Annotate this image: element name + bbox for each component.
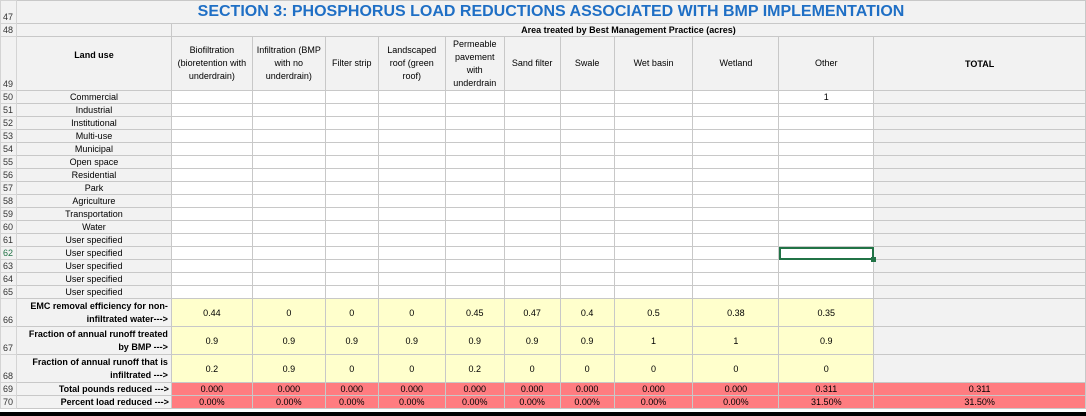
total-cell[interactable]	[874, 208, 1086, 221]
area-input-cell[interactable]	[779, 156, 874, 169]
area-input-cell[interactable]	[614, 169, 693, 182]
percent-load-value[interactable]: 0.00%	[325, 396, 378, 409]
area-input-cell[interactable]	[252, 221, 325, 234]
row-header[interactable]: 58	[1, 195, 17, 208]
area-input-cell[interactable]	[325, 195, 378, 208]
area-input-cell[interactable]	[614, 143, 693, 156]
area-input-cell[interactable]	[378, 130, 445, 143]
fraction-infiltrated-value[interactable]: 0.2	[445, 355, 504, 383]
col-header-biofiltration[interactable]: Biofiltration (bioretention with underdrain)	[171, 37, 252, 91]
land-use-label[interactable]: Open space	[16, 156, 171, 169]
total-cell[interactable]	[874, 117, 1086, 130]
area-input-cell[interactable]	[560, 104, 614, 117]
area-input-cell[interactable]	[614, 221, 693, 234]
land-use-label[interactable]: Industrial	[16, 104, 171, 117]
area-input-cell[interactable]	[779, 104, 874, 117]
percent-load-value[interactable]: 0.00%	[693, 396, 779, 409]
area-input-cell[interactable]	[325, 234, 378, 247]
land-use-label[interactable]: Agriculture	[16, 195, 171, 208]
area-input-cell[interactable]	[779, 195, 874, 208]
percent-load-value[interactable]: 31.50%	[779, 396, 874, 409]
selected-cell[interactable]	[779, 247, 874, 260]
blank-cell[interactable]	[874, 299, 1086, 327]
area-input-cell[interactable]	[252, 247, 325, 260]
col-header-filter-strip[interactable]: Filter strip	[325, 37, 378, 91]
area-input-cell[interactable]	[171, 91, 252, 104]
percent-load-total[interactable]: 31.50%	[874, 396, 1086, 409]
row-header[interactable]: 57	[1, 182, 17, 195]
section-title[interactable]: SECTION 3: PHOSPHORUS LOAD REDUCTIONS ASSOCIATED WITH BMP IMPLEMENTATION	[16, 1, 1085, 24]
area-input-cell[interactable]	[693, 91, 779, 104]
col-header-wet-basin[interactable]: Wet basin	[614, 37, 693, 91]
area-input-cell[interactable]	[504, 286, 560, 299]
area-input-cell[interactable]	[560, 286, 614, 299]
row-header[interactable]: 70	[1, 396, 17, 409]
land-use-label[interactable]: User specified	[16, 234, 171, 247]
total-cell[interactable]	[874, 91, 1086, 104]
fraction-runoff-value[interactable]: 1	[693, 327, 779, 355]
fraction-infiltrated-value[interactable]: 0.2	[171, 355, 252, 383]
row-header[interactable]: 65	[1, 286, 17, 299]
total-pounds-label[interactable]: Total pounds reduced --->	[16, 383, 171, 396]
row-header[interactable]: 60	[1, 221, 17, 234]
fraction-infiltrated-label[interactable]: Fraction of annual runoff that is infiltrated --->	[16, 355, 171, 383]
total-pounds-value[interactable]: 0.000	[504, 383, 560, 396]
area-input-cell[interactable]	[325, 221, 378, 234]
area-input-cell[interactable]	[693, 130, 779, 143]
area-input-cell[interactable]	[560, 143, 614, 156]
area-input-cell[interactable]	[252, 273, 325, 286]
area-input-cell[interactable]	[693, 169, 779, 182]
area-input-cell[interactable]	[325, 91, 378, 104]
area-input-cell[interactable]	[614, 195, 693, 208]
fraction-runoff-value[interactable]: 0.9	[252, 327, 325, 355]
area-input-cell[interactable]	[325, 156, 378, 169]
blank-cell[interactable]	[874, 327, 1086, 355]
area-input-cell[interactable]	[779, 221, 874, 234]
area-input-cell[interactable]	[252, 91, 325, 104]
row-header[interactable]: 53	[1, 130, 17, 143]
fraction-infiltrated-value[interactable]: 0	[693, 355, 779, 383]
area-input-cell[interactable]	[504, 182, 560, 195]
emc-value[interactable]: 0.47	[504, 299, 560, 327]
area-input-cell[interactable]	[378, 104, 445, 117]
area-input-cell[interactable]	[504, 117, 560, 130]
total-pounds-total[interactable]: 0.311	[874, 383, 1086, 396]
area-input-cell[interactable]	[504, 221, 560, 234]
area-input-cell[interactable]	[252, 156, 325, 169]
emc-value[interactable]: 0.5	[614, 299, 693, 327]
area-input-cell[interactable]	[614, 130, 693, 143]
area-input-cell[interactable]	[171, 182, 252, 195]
row-header[interactable]: 47	[1, 1, 17, 24]
total-cell[interactable]	[874, 143, 1086, 156]
fraction-infiltrated-value[interactable]: 0	[325, 355, 378, 383]
total-pounds-value[interactable]: 0.000	[378, 383, 445, 396]
area-input-cell[interactable]	[779, 260, 874, 273]
area-input-cell[interactable]	[560, 247, 614, 260]
area-input-cell[interactable]	[325, 104, 378, 117]
percent-load-value[interactable]: 0.00%	[560, 396, 614, 409]
row-header[interactable]: 64	[1, 273, 17, 286]
area-input-cell[interactable]	[378, 273, 445, 286]
area-input-cell[interactable]	[325, 117, 378, 130]
area-input-cell[interactable]	[445, 273, 504, 286]
fraction-infiltrated-value[interactable]: 0	[614, 355, 693, 383]
area-input-cell[interactable]	[378, 208, 445, 221]
area-input-cell[interactable]	[693, 286, 779, 299]
area-input-cell[interactable]	[171, 286, 252, 299]
area-input-cell[interactable]	[378, 195, 445, 208]
land-use-label[interactable]: User specified	[16, 273, 171, 286]
row-header[interactable]: 67	[1, 327, 17, 355]
col-header-other[interactable]: Other	[779, 37, 874, 91]
col-header-infiltration[interactable]: Infiltration (BMP with no underdrain)	[252, 37, 325, 91]
area-input-cell[interactable]	[693, 273, 779, 286]
area-input-cell[interactable]	[693, 195, 779, 208]
area-input-cell[interactable]	[560, 208, 614, 221]
area-input-cell[interactable]	[171, 260, 252, 273]
area-input-cell[interactable]	[378, 247, 445, 260]
area-input-cell[interactable]	[614, 104, 693, 117]
total-cell[interactable]	[874, 156, 1086, 169]
area-input-cell[interactable]	[693, 143, 779, 156]
percent-load-value[interactable]: 0.00%	[171, 396, 252, 409]
row-header[interactable]: 54	[1, 143, 17, 156]
land-use-label[interactable]: Residential	[16, 169, 171, 182]
emc-value[interactable]: 0.35	[779, 299, 874, 327]
area-input-cell[interactable]	[171, 208, 252, 221]
area-input-cell[interactable]	[504, 91, 560, 104]
area-input-cell[interactable]	[378, 143, 445, 156]
total-pounds-value[interactable]: 0.000	[445, 383, 504, 396]
area-input-cell[interactable]	[378, 221, 445, 234]
area-input-cell[interactable]	[693, 221, 779, 234]
area-input-cell[interactable]	[779, 130, 874, 143]
area-input-cell[interactable]	[252, 143, 325, 156]
area-input-cell[interactable]	[445, 117, 504, 130]
land-use-label[interactable]: Institutional	[16, 117, 171, 130]
fraction-runoff-value[interactable]: 0.9	[378, 327, 445, 355]
area-input-cell[interactable]	[779, 273, 874, 286]
col-header-sand-filter[interactable]: Sand filter	[504, 37, 560, 91]
col-header-permeable-pavement[interactable]: Permeable pavement with underdrain	[445, 37, 504, 91]
total-cell[interactable]	[874, 221, 1086, 234]
fraction-infiltrated-value[interactable]: 0	[779, 355, 874, 383]
col-header-swale[interactable]: Swale	[560, 37, 614, 91]
blank-cell[interactable]	[16, 24, 171, 37]
row-header[interactable]: 55	[1, 156, 17, 169]
area-input-cell[interactable]	[560, 273, 614, 286]
total-cell[interactable]	[874, 182, 1086, 195]
row-header[interactable]: 69	[1, 383, 17, 396]
area-input-cell[interactable]	[614, 91, 693, 104]
area-input-cell[interactable]: 1	[779, 91, 874, 104]
emc-label[interactable]: EMC removal efficiency for non-infiltrated water--->	[16, 299, 171, 327]
row-header[interactable]: 62	[1, 247, 17, 260]
area-input-cell[interactable]	[252, 260, 325, 273]
total-pounds-value[interactable]: 0.311	[779, 383, 874, 396]
area-input-cell[interactable]	[779, 143, 874, 156]
area-input-cell[interactable]	[504, 195, 560, 208]
area-input-cell[interactable]	[325, 143, 378, 156]
fraction-infiltrated-value[interactable]: 0	[378, 355, 445, 383]
area-input-cell[interactable]	[779, 208, 874, 221]
area-input-cell[interactable]	[504, 104, 560, 117]
area-input-cell[interactable]	[171, 169, 252, 182]
row-header[interactable]: 61	[1, 234, 17, 247]
percent-load-value[interactable]: 0.00%	[614, 396, 693, 409]
total-cell[interactable]	[874, 234, 1086, 247]
area-input-cell[interactable]	[171, 130, 252, 143]
area-input-cell[interactable]	[614, 273, 693, 286]
land-use-label[interactable]: User specified	[16, 260, 171, 273]
land-use-label[interactable]: Municipal	[16, 143, 171, 156]
land-use-label[interactable]: Park	[16, 182, 171, 195]
fraction-runoff-label[interactable]: Fraction of annual runoff treated by BMP --->	[16, 327, 171, 355]
area-input-cell[interactable]	[252, 286, 325, 299]
fraction-runoff-value[interactable]: 0.9	[779, 327, 874, 355]
area-input-cell[interactable]	[504, 130, 560, 143]
area-input-cell[interactable]	[325, 273, 378, 286]
area-input-cell[interactable]	[378, 234, 445, 247]
fraction-infiltrated-value[interactable]: 0	[504, 355, 560, 383]
area-input-cell[interactable]	[252, 169, 325, 182]
area-input-cell[interactable]	[252, 104, 325, 117]
area-input-cell[interactable]	[171, 247, 252, 260]
total-pounds-value[interactable]: 0.000	[171, 383, 252, 396]
fraction-infiltrated-value[interactable]: 0.9	[252, 355, 325, 383]
area-input-cell[interactable]	[325, 247, 378, 260]
area-input-cell[interactable]	[504, 273, 560, 286]
area-input-cell[interactable]	[504, 260, 560, 273]
emc-value[interactable]: 0	[325, 299, 378, 327]
area-input-cell[interactable]	[560, 260, 614, 273]
emc-value[interactable]: 0	[252, 299, 325, 327]
area-input-cell[interactable]	[445, 143, 504, 156]
area-input-cell[interactable]	[693, 156, 779, 169]
fill-handle[interactable]	[871, 257, 876, 262]
area-input-cell[interactable]	[560, 130, 614, 143]
area-input-cell[interactable]	[378, 169, 445, 182]
area-input-cell[interactable]	[445, 286, 504, 299]
percent-load-value[interactable]: 0.00%	[378, 396, 445, 409]
area-input-cell[interactable]	[504, 143, 560, 156]
area-input-cell[interactable]	[252, 195, 325, 208]
area-input-cell[interactable]	[378, 260, 445, 273]
fraction-runoff-value[interactable]: 1	[614, 327, 693, 355]
area-input-cell[interactable]	[779, 169, 874, 182]
total-cell[interactable]	[874, 169, 1086, 182]
row-header[interactable]: 66	[1, 299, 17, 327]
area-input-cell[interactable]	[693, 260, 779, 273]
fraction-runoff-value[interactable]: 0.9	[560, 327, 614, 355]
total-pounds-value[interactable]: 0.000	[325, 383, 378, 396]
col-header-wetland[interactable]: Wetland	[693, 37, 779, 91]
area-input-cell[interactable]	[614, 182, 693, 195]
area-input-cell[interactable]	[325, 286, 378, 299]
area-input-cell[interactable]	[252, 117, 325, 130]
area-input-cell[interactable]	[445, 195, 504, 208]
percent-load-value[interactable]: 0.00%	[504, 396, 560, 409]
land-use-label[interactable]: User specified	[16, 247, 171, 260]
emc-value[interactable]: 0.4	[560, 299, 614, 327]
area-input-cell[interactable]	[445, 91, 504, 104]
row-header[interactable]: 51	[1, 104, 17, 117]
area-input-cell[interactable]	[378, 182, 445, 195]
area-input-cell[interactable]	[614, 286, 693, 299]
area-input-cell[interactable]	[693, 182, 779, 195]
total-cell[interactable]	[874, 195, 1086, 208]
area-input-cell[interactable]	[325, 130, 378, 143]
emc-value[interactable]: 0.45	[445, 299, 504, 327]
row-header[interactable]: 63	[1, 260, 17, 273]
area-input-cell[interactable]	[614, 247, 693, 260]
area-input-cell[interactable]	[171, 273, 252, 286]
area-input-cell[interactable]	[614, 234, 693, 247]
row-header[interactable]: 48	[1, 24, 17, 37]
area-input-cell[interactable]	[614, 260, 693, 273]
total-pounds-value[interactable]: 0.000	[560, 383, 614, 396]
area-treated-header[interactable]: Area treated by Best Management Practice (acres)	[171, 24, 1085, 37]
area-input-cell[interactable]	[779, 182, 874, 195]
area-input-cell[interactable]	[614, 117, 693, 130]
area-input-cell[interactable]	[779, 234, 874, 247]
land-use-label[interactable]: Transportation	[16, 208, 171, 221]
land-use-rows	[1, 91, 1086, 299]
total-pounds-value[interactable]: 0.000	[252, 383, 325, 396]
blank-cell[interactable]	[874, 355, 1086, 383]
area-input-cell[interactable]	[252, 130, 325, 143]
area-input-cell[interactable]	[560, 91, 614, 104]
area-input-cell[interactable]	[504, 247, 560, 260]
area-input-cell[interactable]	[445, 208, 504, 221]
total-cell[interactable]	[874, 260, 1086, 273]
area-input-cell[interactable]	[560, 156, 614, 169]
row-header[interactable]: 49	[1, 37, 17, 91]
area-input-cell[interactable]	[504, 208, 560, 221]
area-input-cell[interactable]	[445, 104, 504, 117]
area-input-cell[interactable]	[445, 221, 504, 234]
percent-load-value[interactable]: 0.00%	[445, 396, 504, 409]
area-input-cell[interactable]	[171, 195, 252, 208]
area-input-cell[interactable]	[693, 208, 779, 221]
area-input-cell[interactable]	[445, 169, 504, 182]
area-input-cell[interactable]	[171, 143, 252, 156]
area-input-cell[interactable]	[614, 208, 693, 221]
land-use-label[interactable]: User specified	[16, 286, 171, 299]
area-input-cell[interactable]	[504, 234, 560, 247]
area-input-cell[interactable]	[504, 156, 560, 169]
col-header-landscaped-roof[interactable]: Landscaped roof (green roof)	[378, 37, 445, 91]
land-use-header[interactable]: Land use	[16, 37, 171, 91]
area-input-cell[interactable]	[445, 247, 504, 260]
area-input-cell[interactable]	[560, 234, 614, 247]
area-input-cell[interactable]	[378, 117, 445, 130]
area-input-cell[interactable]	[325, 208, 378, 221]
area-input-cell[interactable]	[378, 156, 445, 169]
bottom-border	[0, 412, 1086, 416]
area-input-cell[interactable]	[171, 117, 252, 130]
area-input-cell[interactable]	[378, 91, 445, 104]
area-input-cell[interactable]	[252, 234, 325, 247]
area-input-cell[interactable]	[445, 234, 504, 247]
area-input-cell[interactable]	[445, 260, 504, 273]
total-pounds-value[interactable]: 0.000	[693, 383, 779, 396]
row-header[interactable]: 50	[1, 91, 17, 104]
percent-load-label[interactable]: Percent load reduced --->	[16, 396, 171, 409]
area-input-cell[interactable]	[325, 169, 378, 182]
area-input-cell[interactable]	[560, 117, 614, 130]
total-cell[interactable]	[874, 273, 1086, 286]
land-use-label[interactable]: Commercial	[16, 91, 171, 104]
percent-load-value[interactable]: 0.00%	[252, 396, 325, 409]
emc-value[interactable]: 0.38	[693, 299, 779, 327]
area-input-cell[interactable]	[171, 234, 252, 247]
area-input-cell[interactable]	[445, 130, 504, 143]
area-input-cell[interactable]	[171, 104, 252, 117]
area-input-cell[interactable]	[779, 117, 874, 130]
fraction-runoff-value[interactable]: 0.9	[504, 327, 560, 355]
area-input-cell[interactable]	[325, 182, 378, 195]
row-header[interactable]: 56	[1, 169, 17, 182]
emc-value[interactable]: 0.44	[171, 299, 252, 327]
area-input-cell[interactable]	[252, 208, 325, 221]
emc-value[interactable]: 0	[378, 299, 445, 327]
area-input-cell[interactable]	[504, 169, 560, 182]
land-use-label[interactable]: Water	[16, 221, 171, 234]
area-input-cell[interactable]	[779, 286, 874, 299]
fraction-infiltrated-value[interactable]: 0	[560, 355, 614, 383]
land-use-label[interactable]: Multi-use	[16, 130, 171, 143]
area-input-cell[interactable]	[252, 182, 325, 195]
area-input-cell[interactable]	[693, 234, 779, 247]
fraction-runoff-value[interactable]: 0.9	[445, 327, 504, 355]
col-header-total[interactable]: TOTAL	[874, 37, 1086, 91]
area-input-cell[interactable]	[560, 169, 614, 182]
area-input-cell[interactable]	[693, 247, 779, 260]
row-header[interactable]: 52	[1, 117, 17, 130]
area-input-cell[interactable]	[560, 182, 614, 195]
area-input-cell[interactable]	[445, 156, 504, 169]
area-input-cell[interactable]	[693, 117, 779, 130]
area-input-cell[interactable]	[693, 104, 779, 117]
total-cell[interactable]	[874, 286, 1086, 299]
area-input-cell[interactable]	[560, 221, 614, 234]
total-cell[interactable]	[874, 247, 1086, 260]
row-header[interactable]: 59	[1, 208, 17, 221]
total-pounds-value[interactable]: 0.000	[614, 383, 693, 396]
fraction-runoff-value[interactable]: 0.9	[325, 327, 378, 355]
row-header[interactable]: 68	[1, 355, 17, 383]
fraction-runoff-value[interactable]: 0.9	[171, 327, 252, 355]
area-input-cell[interactable]	[445, 182, 504, 195]
area-input-cell[interactable]	[171, 156, 252, 169]
area-input-cell[interactable]	[171, 221, 252, 234]
area-input-cell[interactable]	[378, 286, 445, 299]
total-cell[interactable]	[874, 104, 1086, 117]
area-input-cell[interactable]	[614, 156, 693, 169]
area-input-cell[interactable]	[560, 195, 614, 208]
total-cell[interactable]	[874, 130, 1086, 143]
area-input-cell[interactable]	[325, 260, 378, 273]
